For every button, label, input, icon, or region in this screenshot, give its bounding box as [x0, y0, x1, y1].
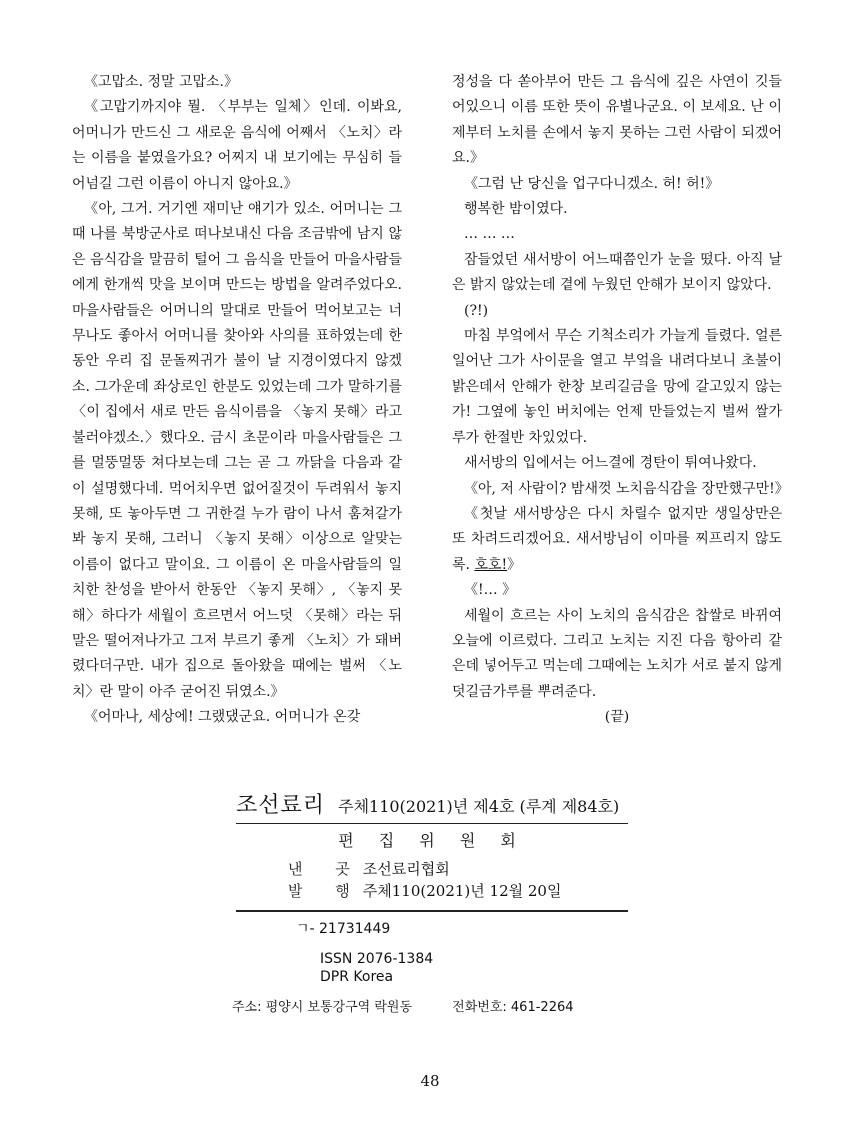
paragraph: [452, 502, 782, 578]
right-column: [452, 70, 789, 731]
paragraph: 《아, 저 사람이? 밤새껏 노치음식감을 장만했구만!》: [464, 480, 789, 497]
paragraph: 《그럼 난 당신을 업구다니겠소. 허! 허!》: [464, 175, 720, 192]
publish-date: 주체110(2021)년 12월 20일: [362, 882, 562, 900]
publisher-row: [288, 858, 450, 879]
underlined-laugh: 호호!: [474, 556, 508, 573]
issn: ISSN 2076-1384: [320, 951, 434, 967]
paragraph: 《고맙기까지야 뭘. 〈부부는 일체〉인데. 이봐요, 어머니가 만드신 그 새로운 음식에 어째서 〈노치〉라는 이름을 붙였을가요? 어찌지 내 보기에는 무심히 들어넘길 그런 이름이 아니지 않아요.》: [72, 99, 402, 192]
country: DPR Korea: [320, 969, 394, 985]
paragraph: 정성을 다 쏟아부어 만든 그 음식에 깊은 사연이 깃들어있으니 이름 또한 뜻이 유별나군요. 이 보세요. 난 이제부터 노치를 손에서 놓지 못하는 그런 사람이 되겠어요.》: [452, 74, 782, 167]
paragraph: 《어마나, 세상에! 그랬댔군요. 어머니가 온갖: [84, 709, 361, 726]
publish-date-row: [288, 880, 561, 901]
publisher-label: 낸 곳: [288, 860, 364, 878]
divider: [236, 910, 628, 912]
paragraph: 새서방의 입에서는 어느결에 경탄이 튀여나왔다.: [464, 455, 757, 472]
ellipsis-line: … … …: [464, 226, 515, 243]
editorial-board: 편 집 위 원 회: [338, 831, 526, 850]
address: 주소: 평양시 보통강구역 락원동: [232, 1000, 413, 1015]
issn-block: [320, 950, 433, 986]
publish-date-label: 발 행: [288, 882, 364, 900]
issue-info: 주체110(2021)년 제4호 (루계 제84호): [338, 797, 620, 816]
address-line: [232, 996, 574, 1015]
phone: 전화번호: 461-2264: [452, 1000, 574, 1015]
paragraph: 《!… 》: [464, 582, 517, 599]
paragraph: 잠들었던 새서방이 어느때쯤인가 눈을 떴다. 아직 날은 밝지 않았는데 곁에 누웠던 안해가 보이지 않았다.: [452, 251, 782, 294]
paragraph: 《고맙소. 정말 고맙소.》: [84, 74, 238, 90]
paragraph: 《아, 그거. 거기엔 재미난 얘기가 있소. 어머니는 그때 나를 북방군사로 떠나보내신 다음 조금밖에 남지 않은 음식감을 말끔히 털어 그 음식을 만들어 마을사람들에게 한개씩 맛을 보이며 만드는 방법을 알려주었다오. 마을사람들은 어머니의 말대로 만들어 먹어보고는 너무나도 좋아서 어머니를 찾아와 사의를 표하였는데 한동안 우리 집 문돌찌귀가 불이 날 지경이였다지 않겠소. 그가운데 좌상로인 한분도 있었는데 그가 말하기를 〈이 집에서 새로 만든 음식이름을 〈놓지 못해〉라고 불러야겠소.〉했다오. 금시 초문이라 마을사람들은 그를 멀뚱멀뚱 쳐다보는데 그는 곧 그 까닭을 다음과 같이 설명했다네. 먹어치우면 없어질것이 두려워서 놓지 못해, 또 놓아두면 그 귀한걸 누가 람이 나서 훔쳐갈가봐 놓지 못해, 그러니 〈놓지 못해〉이상으로 알맞는 이름이 없다고 말이요. 그 이름이 온 마을사람들의 일치한 찬성을 받아서 한동안 〈놓지 못해〉, 〈놓지 못해〉하다가 세월이 흐르면서 어느덧 〈못해〉라는 뒤말은 떨어져나가고 그저 부르기 좋게 〈노치〉가 돼버렸다더구만. 내가 집으로 돌아왔을 때에는 벌써 〈노치〉란 말이 아주 굳어진 뒤였소.》: [72, 201, 402, 700]
paragraph: (?!): [464, 302, 489, 319]
left-column: [72, 70, 402, 731]
page-number: 48: [420, 1072, 440, 1090]
paragraph: 마침 부엌에서 무슨 기척소리가 가늘게 들렸다. 얼른 일어난 그가 사이문을 열고 부엌을 내려다보니 초불이 밝은데서 안해가 한창 보리길금을 망에 갈고있지 않는가! 그옆에 놓인 버치에는 언제 만들었는지 벌써 쌀가루가 한절반 차있었다.: [452, 328, 782, 446]
magazine-title: 조선료리: [236, 793, 326, 818]
publisher-name: 조선료리협회: [362, 860, 450, 878]
paragraph: 행복한 밤이였다.: [464, 201, 568, 218]
paragraph: 세월이 흐르는 사이 노치의 음식감은 찹쌀로 바뀌여 오늘에 이르렀다. 그리고 노치는 지진 다음 항아리 같은데 넣어두고 먹는데 그때에는 노치가 서로 붙지 않게 덧길금가루를 뿌려준다.: [452, 607, 782, 700]
paragraph-text: 》: [507, 556, 522, 573]
masthead: [236, 788, 628, 824]
postal-code: ㄱ- 21731449: [296, 921, 391, 937]
paragraph-text: 《첫날 새서방상은 다시 차릴수 없지만 생일상만은 또 차려드리겠어요. 새서방님이 이마를 찌프리지 않도록.: [452, 505, 782, 573]
end-mark: (끝): [604, 709, 630, 726]
